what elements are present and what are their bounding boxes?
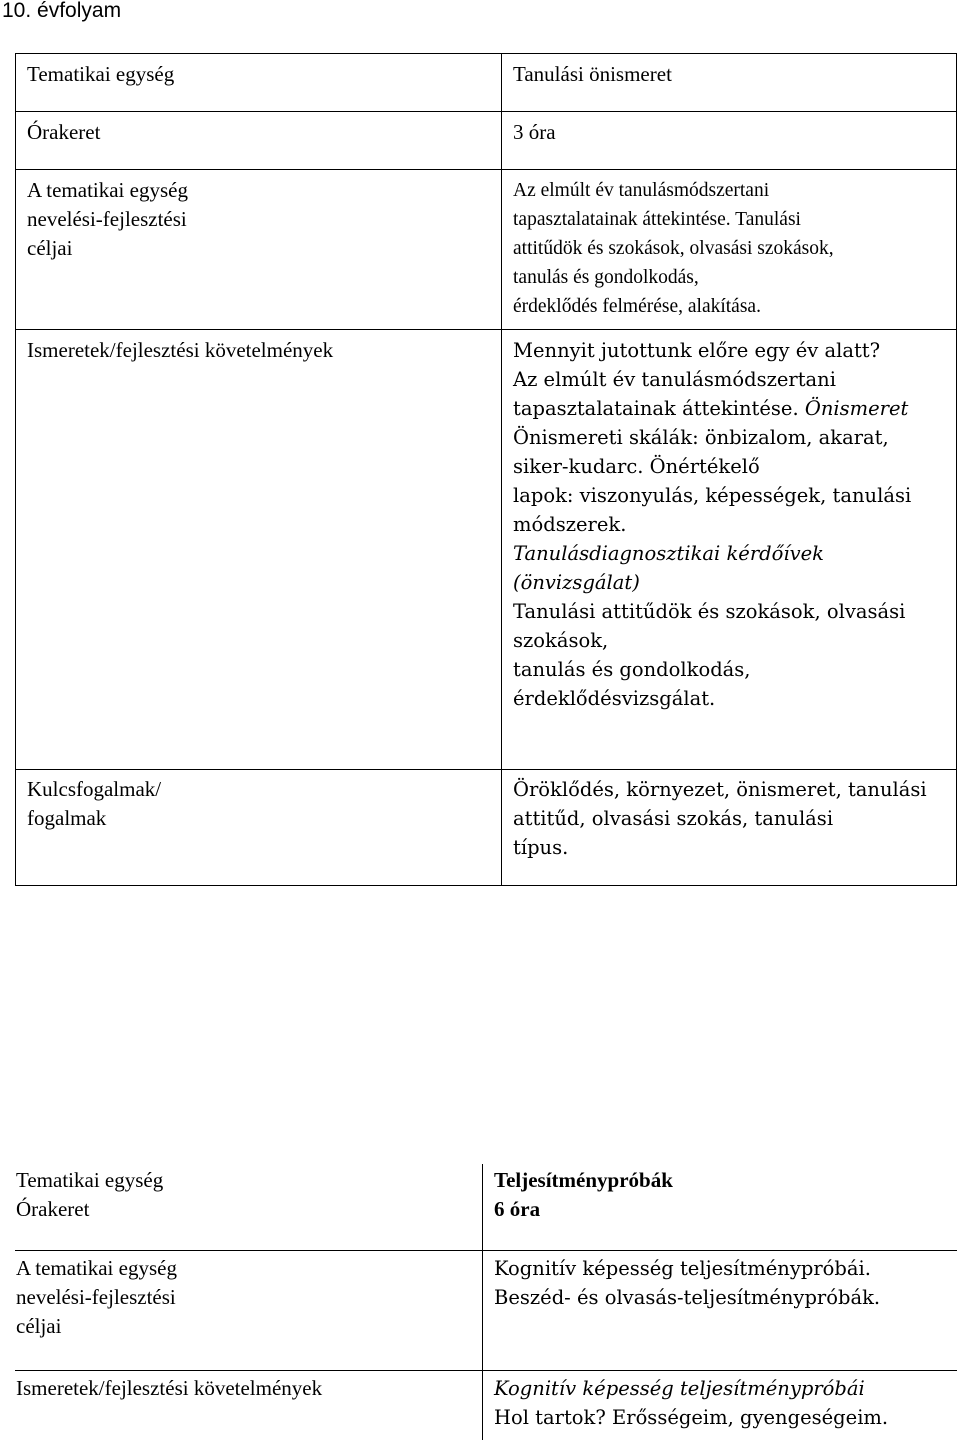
req-line: szokások, bbox=[513, 629, 609, 652]
topic-label: Tematikai egység bbox=[16, 1168, 164, 1192]
req-line: Mennyit jutottunk előre egy év alatt? bbox=[513, 339, 881, 362]
requirements-value-cell bbox=[483, 1370, 958, 1440]
topic-hours-value-cell bbox=[483, 1164, 958, 1250]
goals-value-cell bbox=[502, 170, 957, 330]
req-italic-line: (önvizsgálat) bbox=[513, 571, 640, 594]
req-line: lapok: viszonyulás, képességek, tanulási bbox=[513, 484, 912, 507]
goals-label-line: céljai bbox=[16, 1313, 62, 1338]
topic-value-cell bbox=[502, 54, 957, 112]
goals-value-line: Beszéd- és olvasás-teljesítménypróbák. bbox=[494, 1285, 881, 1309]
requirements-label-cell bbox=[15, 1370, 483, 1440]
keywords-value-line: típus. bbox=[513, 836, 569, 859]
goals-value-line: attitűdök és szokások, olvasási szokások, bbox=[513, 238, 834, 259]
table-row bbox=[15, 1250, 957, 1370]
hours-label: Órakeret bbox=[27, 120, 101, 144]
hours-value: 3 óra bbox=[513, 120, 556, 144]
goals-value-cell bbox=[483, 1250, 958, 1370]
curriculum-table-2 bbox=[15, 1164, 957, 1440]
req-italic-line: Kognitív képesség teljesítménypróbái bbox=[494, 1376, 865, 1400]
req-line: Az elmúlt év tanulásmódszertani bbox=[513, 368, 836, 391]
keywords-label-cell bbox=[16, 770, 502, 886]
req-line: módszerek. bbox=[513, 513, 627, 536]
goals-value-line: Kognitív képesség teljesítménypróbái. bbox=[494, 1256, 871, 1280]
hours-label-cell bbox=[16, 112, 502, 170]
hours-label: Órakeret bbox=[16, 1197, 90, 1221]
keywords-value-line: Öröklődés, környezet, önismeret, tanulási bbox=[513, 778, 927, 801]
table-row bbox=[16, 112, 957, 170]
topic-label: Tematikai egység bbox=[27, 62, 175, 86]
requirements-label: Ismeretek/fejlesztési követelmények bbox=[16, 1375, 323, 1400]
req-italic-line: Tanulásdiagnosztikai kérdőívek bbox=[513, 542, 824, 565]
topic-value: Teljesítménypróbák bbox=[494, 1168, 673, 1192]
req-text: tapasztalatainak áttekintése. bbox=[513, 397, 799, 420]
requirements-label-cell bbox=[16, 330, 502, 770]
goals-label-line: A tematikai egység bbox=[27, 178, 188, 202]
goals-value-line: érdeklődés felmérése, alakítása. bbox=[513, 296, 761, 317]
goals-label-cell bbox=[16, 170, 502, 330]
curriculum-table-1 bbox=[15, 53, 957, 886]
req-line: Tanulási attitűdök és szokások, olvasási bbox=[513, 600, 906, 623]
keywords-value-line: attitűd, olvasási szokás, tanulási bbox=[513, 807, 834, 830]
goals-label-line: nevelési-fejlesztési bbox=[27, 207, 187, 231]
hours-value-cell bbox=[502, 112, 957, 170]
goals-label-line: A tematikai egység bbox=[16, 1255, 177, 1280]
keywords-value-cell bbox=[502, 770, 957, 886]
table-row bbox=[16, 54, 957, 112]
req-line: siker-kudarc. Önértékelő bbox=[513, 455, 760, 478]
goals-label-line: céljai bbox=[27, 236, 73, 260]
hours-value: 6 óra bbox=[494, 1197, 541, 1221]
goals-value-line: tapasztalatainak áttekintése. Tanulási bbox=[513, 209, 801, 230]
topic-hours-label-cell bbox=[15, 1164, 483, 1250]
table-row bbox=[15, 1164, 957, 1250]
req-line: Önismereti skálák: önbizalom, akarat, bbox=[513, 426, 889, 449]
table-row bbox=[16, 770, 957, 886]
goals-value-line: Az elmúlt év tanulásmódszertani bbox=[513, 180, 770, 201]
keywords-label-line: Kulcsfogalmak/ bbox=[27, 777, 162, 801]
goals-label-cell bbox=[15, 1250, 483, 1370]
req-italic-text: Önismeret bbox=[804, 397, 909, 420]
req-line: Hol tartok? Erősségeim, gyengeségeim. bbox=[494, 1405, 889, 1429]
requirements-label: Ismeretek/fejlesztési követelmények bbox=[27, 338, 334, 362]
page-title: 10. évfolyam bbox=[2, 0, 122, 22]
table-row bbox=[16, 330, 957, 770]
table-row bbox=[16, 170, 957, 330]
keywords-label-line: fogalmak bbox=[27, 806, 107, 830]
req-line bbox=[513, 394, 946, 423]
req-line: érdeklődésvizsgálat. bbox=[513, 687, 716, 710]
goals-label-line: nevelési-fejlesztési bbox=[16, 1284, 176, 1309]
table-row bbox=[15, 1370, 957, 1440]
requirements-value-cell bbox=[502, 330, 957, 770]
topic-label-cell bbox=[16, 54, 502, 112]
req-line: tanulás és gondolkodás, bbox=[513, 658, 751, 681]
goals-value-line: tanulás és gondolkodás, bbox=[513, 267, 699, 288]
topic-value: Tanulási önismeret bbox=[513, 62, 672, 86]
